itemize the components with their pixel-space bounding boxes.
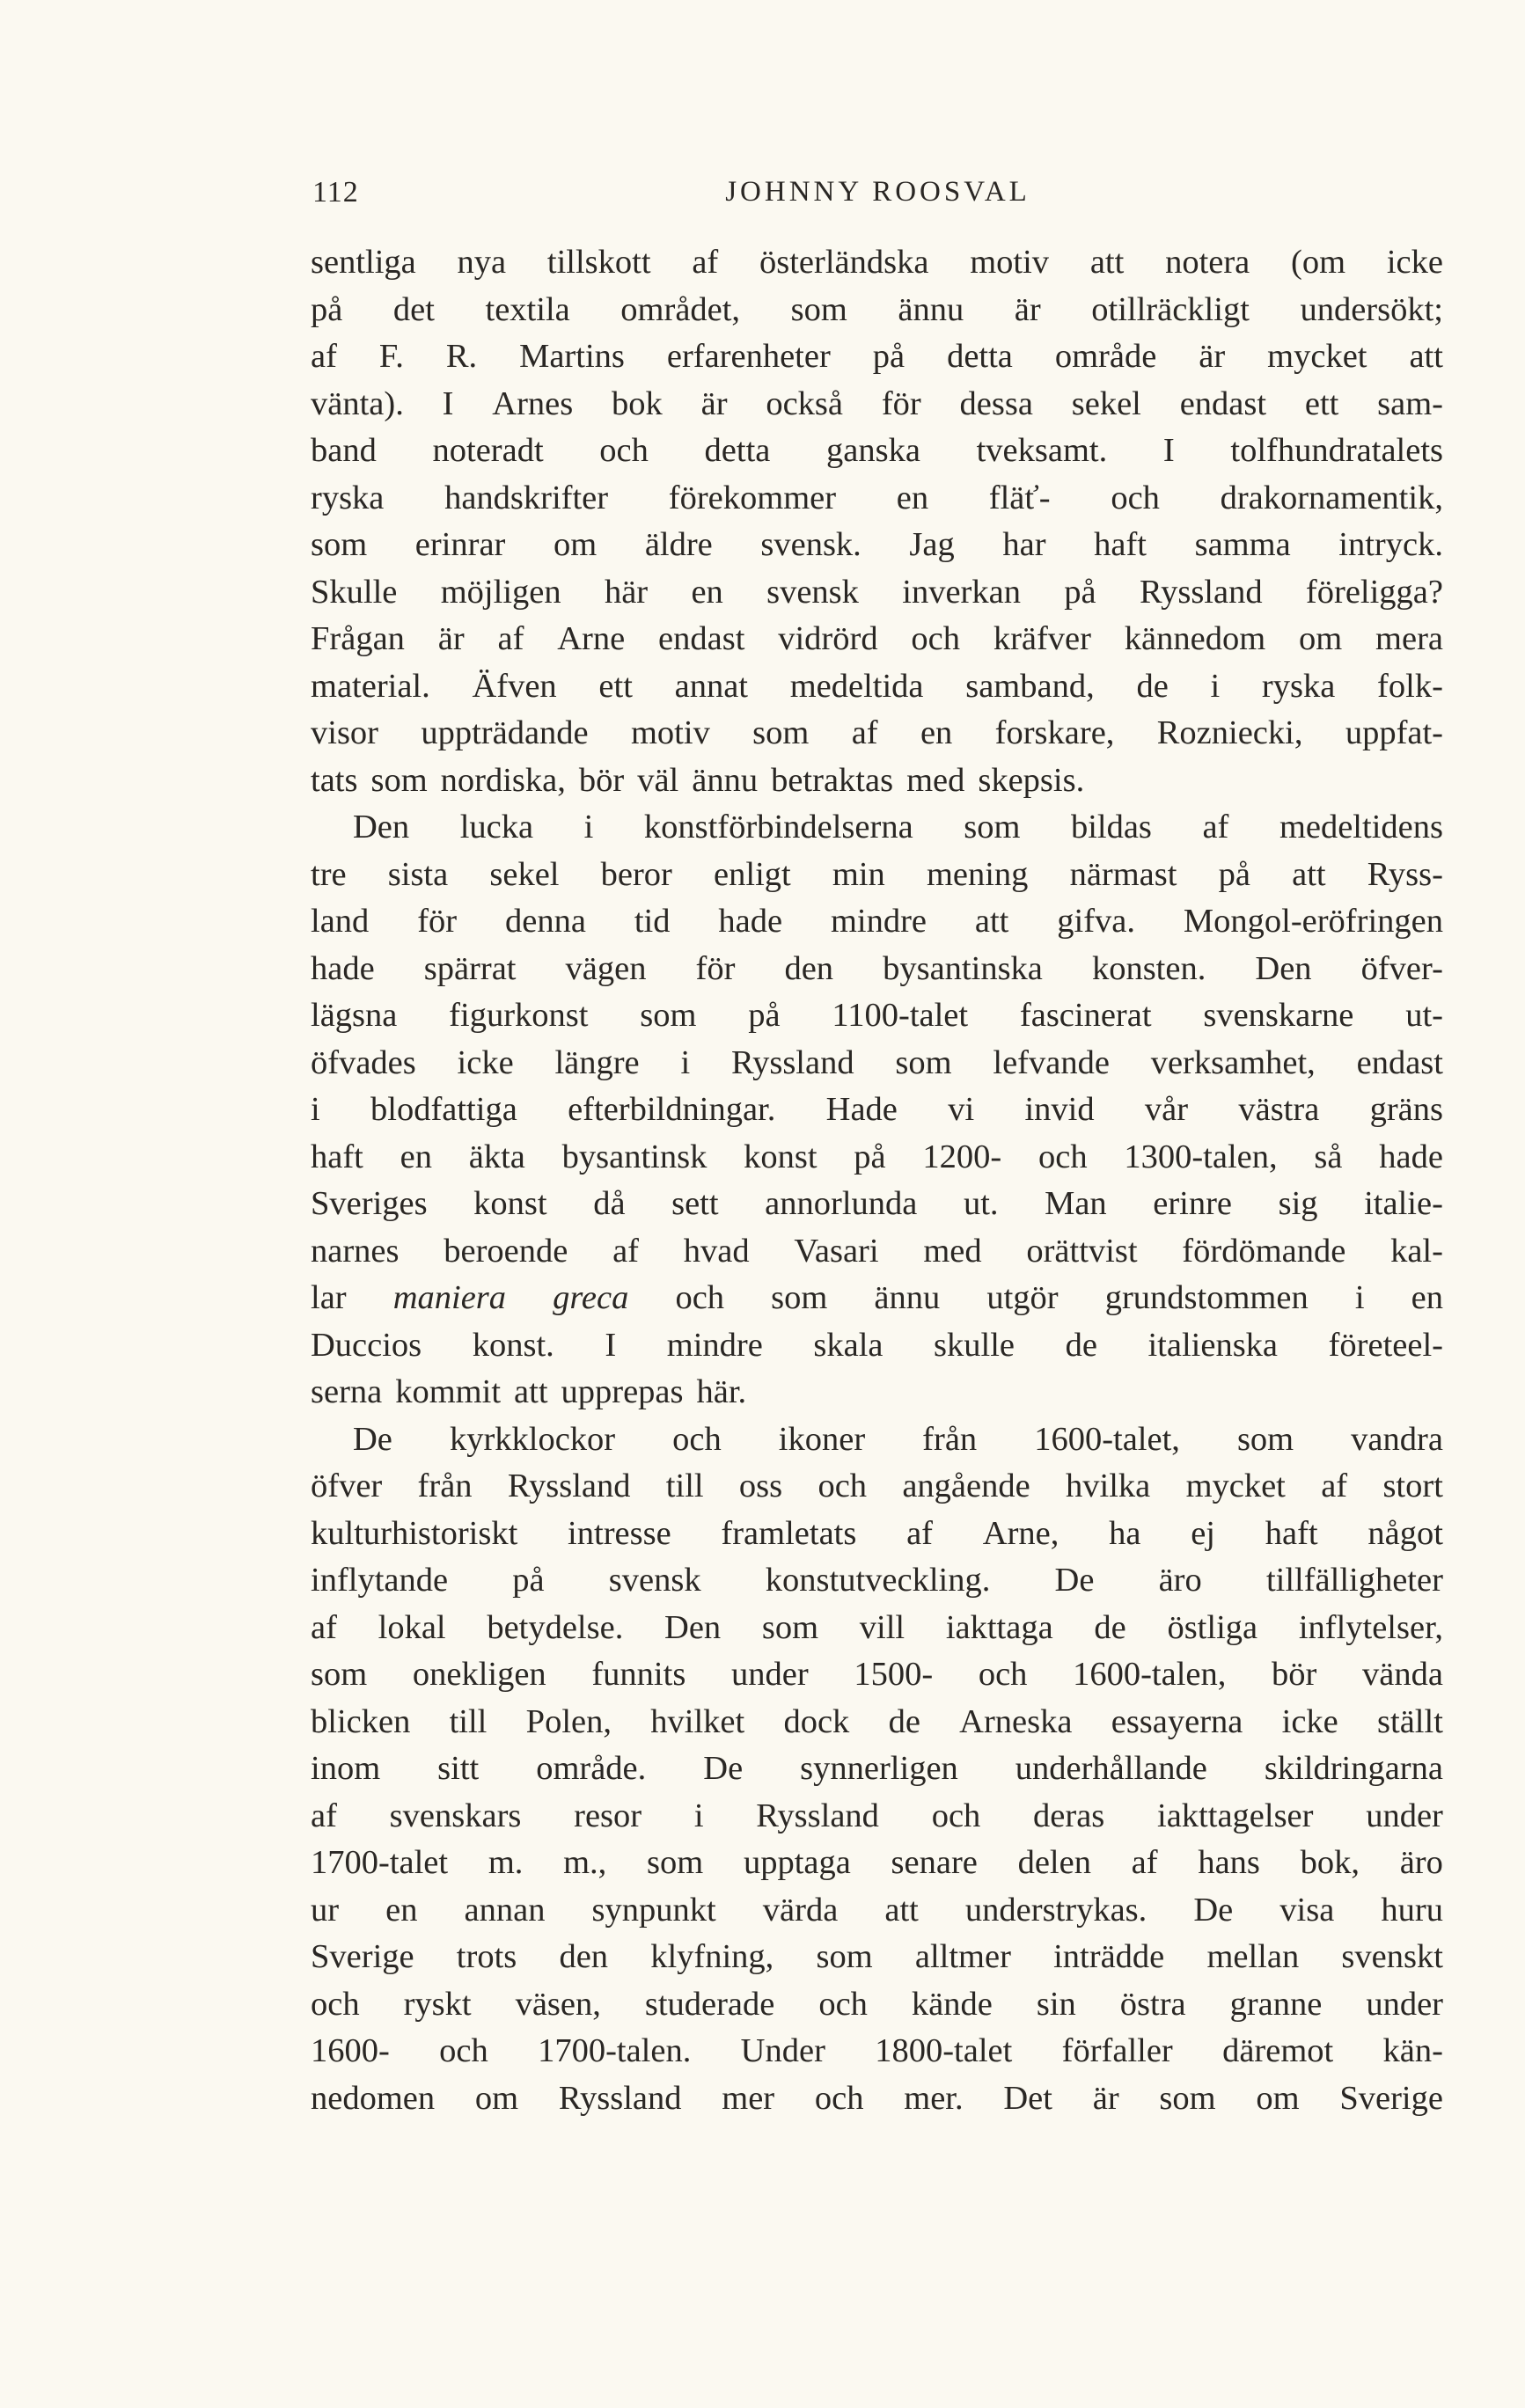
body-text xyxy=(311,239,1443,2122)
text-line: land för denna tid hade mindre att gifva. Mongol-eröfringen xyxy=(311,903,1443,940)
text-line: af lokal betydelse. Den som vill iakttaga de östliga inflytelser, xyxy=(311,1608,1443,1646)
text-line: inflytande på svensk konstutveckling. De äro tillfälligheter xyxy=(311,1562,1443,1599)
text-line: som erinrar om äldre svensk. Jag har haft samma intryck. xyxy=(311,526,1443,563)
text-line: som onekligen funnits under 1500- och 1600-talen, bör vända xyxy=(311,1656,1443,1693)
text-line: kulturhistoriskt intresse framletats af Arne, ha ej haft något xyxy=(311,1514,1443,1552)
text-line: Duccios konst. I mindre skala skulle de italienska företeel- xyxy=(311,1326,1443,1364)
text-line: visor uppträdande motiv som af en forskare, Rozniecki, uppfat- xyxy=(311,714,1443,751)
text-line: och ryskt väsen, studerade och kände sin östra granne under xyxy=(311,1985,1443,2023)
text-line: inom sitt område. De synnerligen underhållande skildringarna xyxy=(311,1750,1443,1787)
text-line: öfver från Ryssland till oss och angående hvilka mycket af stort xyxy=(311,1467,1443,1504)
text-line: Den lucka i konstförbindelserna som bildas af medeltidens xyxy=(353,809,1443,845)
text-line: öfvades icke längre i Ryssland som lefvande verksamhet, endast xyxy=(311,1043,1443,1081)
text-line: af F. R. Martins erfarenheter på detta område är mycket att xyxy=(311,338,1443,375)
running-head xyxy=(312,176,1443,218)
text-line: på det textila området, som ännu är otillräckligt undersökt; xyxy=(311,290,1443,328)
text-line: narnes beroende af hvad Vasari med orättvist fördömande kal- xyxy=(311,1232,1443,1270)
text-line: Skulle möjligen här en svensk inverkan på Ryssland föreligga? xyxy=(311,573,1443,611)
text-line: 1700-talet m. m., som upptaga senare delen af hans bok, äro xyxy=(311,1844,1443,1881)
text-line: hade spärrat vägen för den bysantinska konsten. Den öfver- xyxy=(311,949,1443,987)
text-line: nedomen om Ryssland mer och mer. Det är som om Sverige xyxy=(311,2079,1443,2117)
text-line: Sveriges konst då sett annorlunda ut. Man erinre sig italie- xyxy=(311,1185,1443,1222)
text-line: blicken till Polen, hvilket dock de Arneska essayerna icke ställt xyxy=(311,1702,1443,1740)
text-line: ur en annan synpunkt värda att understrykas. De visa huru xyxy=(311,1891,1443,1929)
text-line: Sverige trots den klyfning, som alltmer inträdde mellan svenskt xyxy=(311,1938,1443,1975)
text-line: 1600- och 1700-talen. Under 1800-talet förfaller däremot kän- xyxy=(311,2032,1443,2069)
text-line: tre sista sekel beror enligt min mening närmast på att Ryss- xyxy=(311,855,1443,893)
page-number: 112 xyxy=(312,176,359,209)
text-line: sentliga nya tillskott af österländska motiv att notera (om icke xyxy=(311,244,1443,281)
text-line: i blodfattiga efterbildningar. Hade vi invid vår västra gräns xyxy=(311,1091,1443,1128)
text-line: Frågan är af Arne endast vidrörd och kräfver kännedom om mera xyxy=(311,620,1443,657)
text-line: haft en äkta bysantinsk konst på 1200- och 1300-talen, så hade xyxy=(311,1138,1443,1175)
text-line: tats som nordiska, bör väl ännu betraktas med skepsis. xyxy=(311,761,1085,799)
running-title: JOHNNY ROOSVAL xyxy=(725,176,1030,208)
text-line: De kyrkklockor och ikoner från 1600-talet, som vandra xyxy=(353,1420,1443,1458)
text-line: ryska handskrifter förekommer en fläť- och drakornamentik, xyxy=(311,479,1443,516)
text-line: lägsna figurkonst som på 1100-talet fascinerat svenskarne ut- xyxy=(311,997,1443,1034)
text-line: material. Äfven ett annat medeltida samband, de i ryska folk- xyxy=(311,667,1443,705)
text-line: af svenskars resor i Ryssland och deras iakttagelser under xyxy=(311,1797,1443,1834)
text-line: serna kommit att upprepas här. xyxy=(311,1373,747,1410)
text-line: band noteradt och detta ganska tveksamt. I tolfhundratalets xyxy=(311,432,1443,469)
text-line: lar maniera greca och som ännu utgör grundstommen i en xyxy=(311,1279,1443,1316)
text-line: vänta). I Arnes bok är också för dessa sekel endast ett sam- xyxy=(311,384,1443,422)
